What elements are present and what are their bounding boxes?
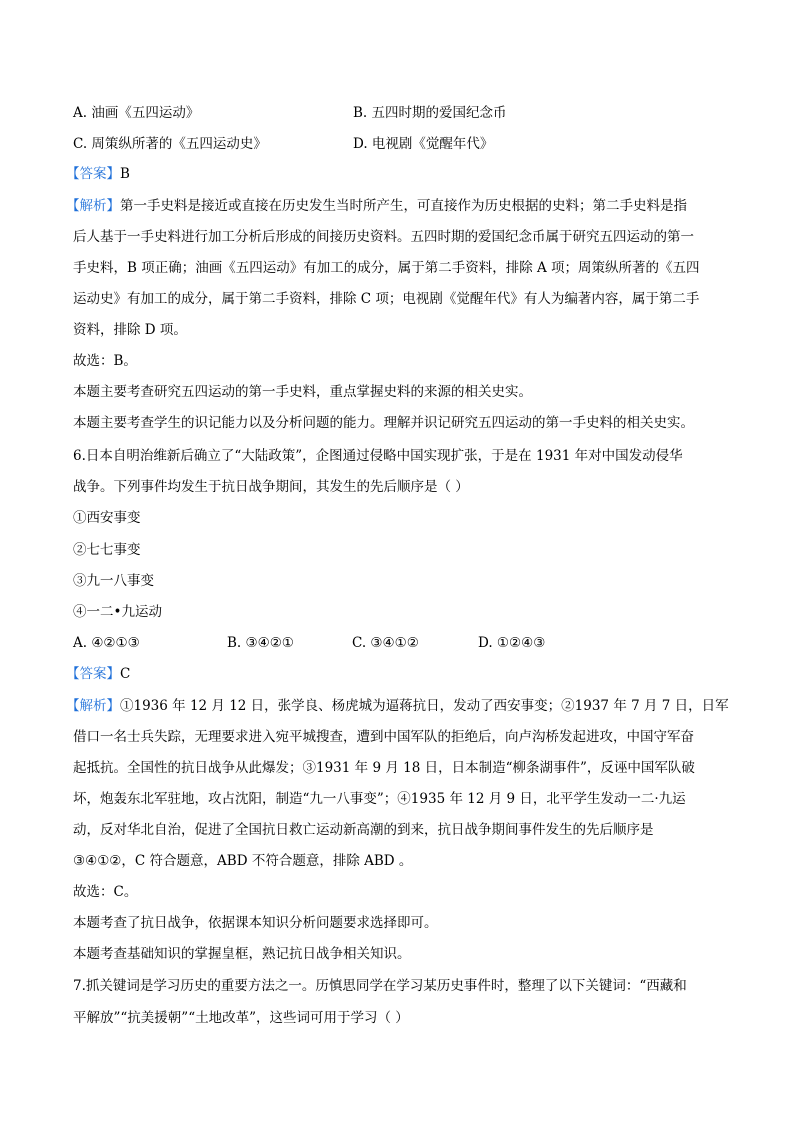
analysis-tag: 【解析】 bbox=[66, 198, 120, 214]
q5-choice: 故选：B。 bbox=[73, 353, 137, 369]
answer-value: C bbox=[120, 666, 131, 682]
answer-tag: 【答案】 bbox=[66, 166, 120, 182]
q6-event: ③九一八事变 bbox=[73, 573, 154, 589]
q5-analysis-line: 【解析】第一手史料是接近或直接在历史发生当时所产生，可直接作为历史根据的史料；第二手史料是指 bbox=[66, 198, 687, 214]
q6-option-c: C. ③④①② bbox=[352, 635, 419, 651]
q6-event: ②七七事变 bbox=[73, 542, 141, 558]
q6-option-b: B. ③④②① bbox=[227, 635, 294, 651]
q7-stem-line: 平解放”“抗美援朝”“土地改革”，这些词可用于学习（ ） bbox=[73, 1010, 409, 1026]
q6-analysis-line: 借口一名士兵失踪，无理要求进入宛平城搜查，遭到中国军队的拒绝后，向卢沟桥发起进攻，中国守军奋 bbox=[73, 729, 694, 745]
q6-option-d: D. ①②④③ bbox=[478, 635, 546, 651]
q5-analysis-line: 后人基于一手史料进行加工分析后形成的间接历史资料。五四时期的爱国纪念币属于研究五四运动的第一 bbox=[73, 229, 694, 245]
q5-analysis-line: 手史料，B 项正确；油画《五四运动》有加工的成分，属于第二手资料，排除 A 项；周策纵所著的《五四 bbox=[73, 260, 700, 276]
q5-option-a: A. 油画《五四运动》 bbox=[73, 105, 200, 121]
q6-note: 本题考查基础知识的掌握皇框，熟记抗日战争相关知识。 bbox=[73, 946, 411, 962]
q6-note: 本题考查了抗日战争，依据课本知识分析问题要求选择即可。 bbox=[73, 915, 438, 931]
q6-analysis-line: 坏，炮轰东北军驻地，攻占沈阳，制造“九一八事变”；④1935 年 12 月 9 日，北平学生发动一二·九运 bbox=[73, 791, 686, 807]
q5-note: 本题主要考查学生的识记能力以及分析问题的能力。理解并识记研究五四运动的第一手史料的相关史实。 bbox=[73, 415, 694, 431]
q5-option-c: C. 周策纵所著的《五四运动史》 bbox=[73, 136, 267, 152]
q5-analysis-line: 资料，排除 D 项。 bbox=[73, 322, 187, 338]
q6-option-a: A. ④②①③ bbox=[73, 635, 140, 651]
q5-analysis-line: 运动史》有加工的成分，属于第二手资料，排除 C 项；电视剧《觉醒年代》有人为编著内容，属于第二手 bbox=[73, 291, 700, 307]
q6-event: ①西安事变 bbox=[73, 510, 141, 526]
q6-analysis-line: 起抵抗。全国性的抗日战争从此爆发；③1931 年 9 月 18 日，日本制造“柳条湖事件”，反诬中国军队破 bbox=[73, 760, 695, 776]
q5-option-d: D. 电视剧《觉醒年代》 bbox=[353, 136, 494, 152]
analysis-tag: 【解析】 bbox=[66, 698, 120, 714]
answer-tag: 【答案】 bbox=[66, 666, 120, 682]
q7-stem-line: 7.抓关键词是学习历史的重要方法之一。历慎思同学在学习某历史事件时，整理了以下关键词：“西藏和 bbox=[73, 978, 687, 994]
q6-analysis-line: 动，反对华北自治，促进了全国抗日救亡运动新高潮的到来，抗日战争期间事件发生的先后顺序是 bbox=[73, 822, 654, 838]
q5-option-b: B. 五四时期的爱国纪念币 bbox=[353, 105, 507, 121]
q6-stem-line: 战争。下列事件均发生于抗日战争期间，其发生的先后顺序是（ ） bbox=[73, 479, 469, 495]
q6-event: ④一二•九运动 bbox=[73, 604, 162, 620]
q6-answer bbox=[66, 664, 130, 684]
answer-value: B bbox=[120, 166, 130, 182]
q6-analysis-line: ③④①②，C 符合题意，ABD 不符合题意，排除 ABD 。 bbox=[73, 853, 413, 869]
q5-answer bbox=[66, 164, 130, 184]
q5-note: 本题主要考查研究五四运动的第一手史料，重点掌握史料的来源的相关史实。 bbox=[73, 384, 532, 400]
q6-stem-line: 6.日本自明治维新后确立了“大陆政策”，企图通过侵略中国实现扩张，于是在 1931 年对中国发动侵华 bbox=[73, 448, 683, 464]
q6-analysis-line: 【解析】①1936 年 12 月 12 日，张学良、杨虎城为逼蒋抗日，发动了西安事变；②1937 年 7 月 7 日，日军 bbox=[66, 698, 729, 714]
q6-choice: 故选：C。 bbox=[73, 884, 138, 900]
